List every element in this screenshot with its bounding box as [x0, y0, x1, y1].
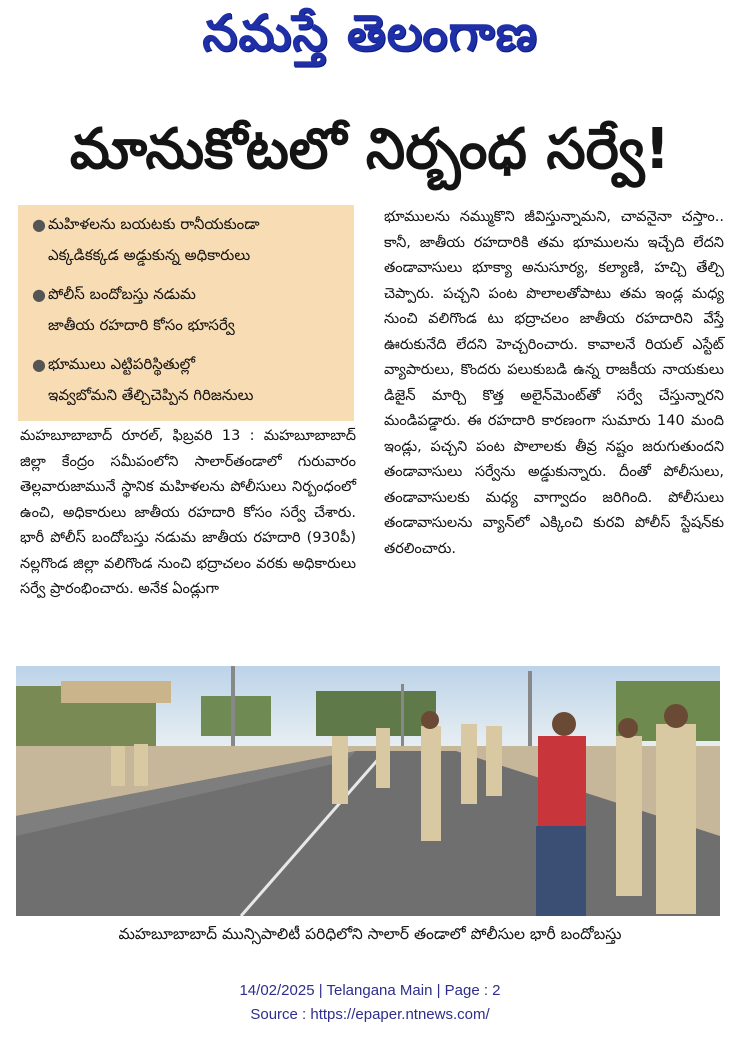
- highlights-box: [18, 205, 354, 421]
- source-link[interactable]: Source : https://epaper.ntnews.com/: [250, 1006, 490, 1023]
- photo-caption: మహబూబాబాద్ మున్సిపాలిటీ పరిధిలోని సాలార్ తండాలో పోలీసుల భారీ బందోబస్తు: [118, 925, 622, 943]
- article-body-right: భూములను నమ్ముకొని జీవిస్తున్నామని, చావనైనా చస్తాం.. కానీ, జాతీయ రహదారికి తమ భూములను ఇచ్చేది లేదని తండావాసులు భూక్యా అనుసూర్య, కల్యాణి, హచ్చి తేల్చి చెప్పారు. పచ్చని పంట పొలాలతోపాటు తమ ఇండ్ల మధ్య నుంచి వలిగొండ టు భద్రాచలం జాతీయ రహదారిని వేస్తే ఊరుకునేది లేదని హెచ్చరించారు. కావాలనే రియల్ ఎస్టేట్ వ్యాపారులు, కొందరు పలుకుబడి ఉన్న రాజకీయ నాయకులు డిజైన్ మార్చి కొత్త అలైన్‌మెంట్‌తో సర్వే చేస్తున్నారని మండిపడ్డారు. ఈ రహదారి కారణంగా సుమారు 140 మంది ఇండ్లు, పచ్చని పంట పొలాలకు తీవ్ర నష్టం జరుగుతుందని తండావాసులు సర్వేను అడ్డుకున్నారు. దీంతో పోలీసులు, తండావాసులకు మధ్య వాగ్వాదం జరిగింది. పోలీసులు తండావాసులను వ్యాన్‌లో ఎక్కించి కురవి పోలీస్ స్టేషన్‌కు తరలించారు.: [384, 209, 724, 557]
- bullet-icon: ●: [32, 215, 46, 234]
- masthead: [0, 4, 740, 74]
- article-headline: మానుకోటలో నిర్బంధ సర్వే!: [69, 117, 671, 182]
- news-photo: [16, 666, 720, 916]
- highlight-line: భూములు ఎట్టిపరిస్థితుల్లో: [48, 355, 196, 373]
- highlight-item: [32, 349, 368, 411]
- highlight-line: మహిళలను బయటకు రానీయకుండా: [48, 215, 260, 233]
- bullet-icon: ●: [32, 355, 46, 374]
- edition-info: 14/02/2025 | Telangana Main | Page : 2: [239, 982, 501, 999]
- bullet-icon: ●: [32, 285, 46, 304]
- highlight-line: ఎక్కడికక్కడ అడ్డుకున్న అధికారులు: [48, 246, 251, 264]
- highlight-line: ఇవ్వబోమని తేల్చిచెప్పిన గిరిజనులు: [48, 386, 254, 404]
- highlight-item: [32, 209, 368, 271]
- newspaper-logo: నమస్తే తెలంగాణ: [202, 4, 538, 62]
- article-body-left: మహబూబాబాద్ రూరల్, ఫిబ్రవరి 13 : మహబూబాబాద్ జిల్లా కేంద్రం సమీపంలోని సాలార్‌తండాలో గురువారం తెల్లవారుజామునే స్థానిక మహిళలను పోలీసులు నిర్బంధంలో ఉంచి, అధికారులు జాతీయ రహదారి కోసం సర్వే చేశారు. భారీ పోలీస్ బందోబస్తు నడుమ జాతీయ రహదారి (930పీ) నల్లగొండ జిల్లా వలిగొండ నుంచి భద్రాచలం వరకు అధికారులు సర్వే ప్రారంభించారు. అనేక ఏండ్లుగా: [20, 428, 356, 597]
- road-survey-photo: [16, 666, 720, 916]
- highlight-line: జాతీయ రహదారి కోసం భూసర్వే: [48, 316, 235, 334]
- highlight-item: [32, 279, 368, 341]
- highlight-line: పోలీస్ బందోబస్తు నడుమ: [48, 285, 196, 303]
